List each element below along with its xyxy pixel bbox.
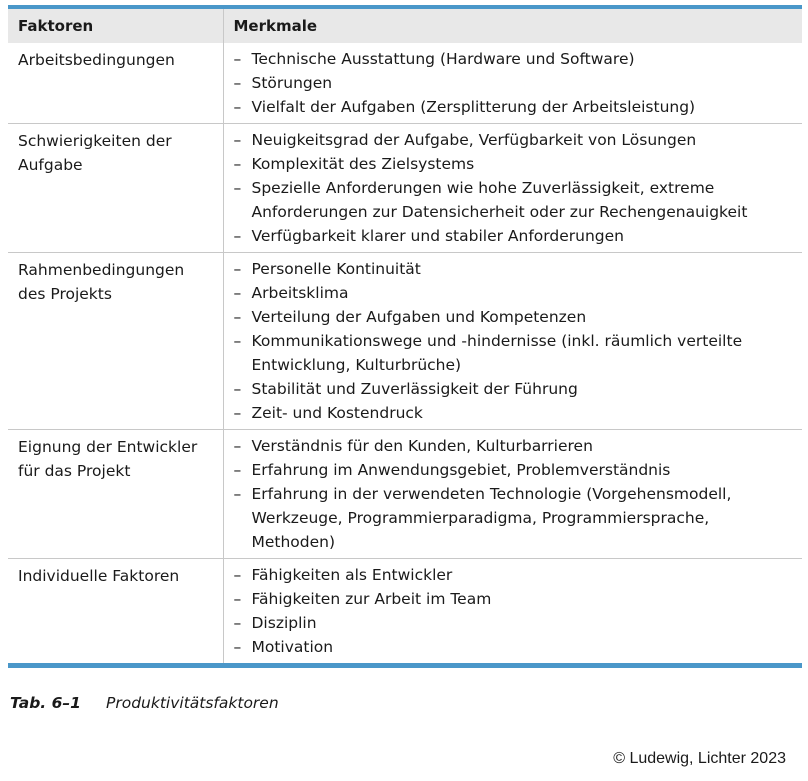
list-item: – Spezielle Anforderungen wie hohe Zuverlässigkeit, extreme Anforderungen zur Datensicherheit oder zur Rechengenauigkeit (234, 176, 793, 224)
list-item: – Verständnis für den Kunden, Kulturbarrieren (234, 434, 793, 458)
list-item: – Störungen (234, 71, 793, 95)
list-item: – Erfahrung in der verwendeten Technologie (Vorgehensmodell, Werkzeuge, Programmierparadigma, Programmiersprache, Methoden) (234, 482, 793, 554)
characteristics-cell (223, 559, 802, 664)
list-item: – Zeit- und Kostendruck (234, 401, 793, 425)
table-row (8, 124, 802, 253)
list-item: – Motivation (234, 635, 793, 659)
list-item: – Arbeitsklima (234, 281, 793, 305)
list-item: – Komplexität des Zielsystems (234, 152, 793, 176)
column-header-characteristics: Merkmale (223, 9, 802, 43)
list-item: – Erfahrung im Anwendungsgebiet, Problemverständnis (234, 458, 793, 482)
list-item: – Fähigkeiten zur Arbeit im Team (234, 587, 793, 611)
list-item: – Technische Ausstattung (Hardware und Software) (234, 47, 793, 71)
characteristics-cell (223, 43, 802, 124)
table-row (8, 430, 802, 559)
list-item: – Verteilung der Aufgaben und Kompetenzen (234, 305, 793, 329)
list-item: – Kommunikationswege und -hindernisse (inkl. räumlich verteilte Entwicklung, Kulturbrüche) (234, 329, 793, 377)
list-item: – Vielfalt der Aufgaben (Zersplitterung der Arbeitsleistung) (234, 95, 793, 119)
caption-text: Produktivitätsfaktoren (106, 694, 279, 712)
factor-cell: Arbeitsbedingungen (8, 43, 223, 124)
factor-cell: Eignung der Entwickler für das Projekt (8, 430, 223, 559)
characteristics-cell (223, 430, 802, 559)
table-header-row (8, 9, 802, 43)
copyright-notice: © Ludewig, Lichter 2023 (613, 750, 786, 767)
productivity-table-container (8, 5, 802, 668)
table-row (8, 253, 802, 430)
list-item: – Verfügbarkeit klarer und stabiler Anforderungen (234, 224, 793, 248)
characteristics-cell (223, 253, 802, 430)
list-item: – Stabilität und Zuverlässigkeit der Führung (234, 377, 793, 401)
characteristics-list (234, 563, 793, 659)
list-item: – Neuigkeitsgrad der Aufgabe, Verfügbarkeit von Lösungen (234, 128, 793, 152)
characteristics-list (234, 47, 793, 119)
list-item: – Disziplin (234, 611, 793, 635)
column-header-factors: Faktoren (8, 9, 223, 43)
list-item: – Personelle Kontinuität (234, 257, 793, 281)
characteristics-list (234, 257, 793, 425)
productivity-factors-table (8, 9, 802, 663)
table-caption (10, 694, 279, 712)
table-row (8, 559, 802, 664)
table-row (8, 43, 802, 124)
table-bottom-rule (8, 663, 802, 668)
characteristics-list (234, 434, 793, 554)
caption-number: Tab. 6–1 (10, 694, 81, 712)
factor-cell: Individuelle Faktoren (8, 559, 223, 664)
characteristics-list (234, 128, 793, 248)
factor-cell: Rahmenbedingungen des Projekts (8, 253, 223, 430)
list-item: – Fähigkeiten als Entwickler (234, 563, 793, 587)
characteristics-cell (223, 124, 802, 253)
factor-cell: Schwierigkeiten der Aufgabe (8, 124, 223, 253)
